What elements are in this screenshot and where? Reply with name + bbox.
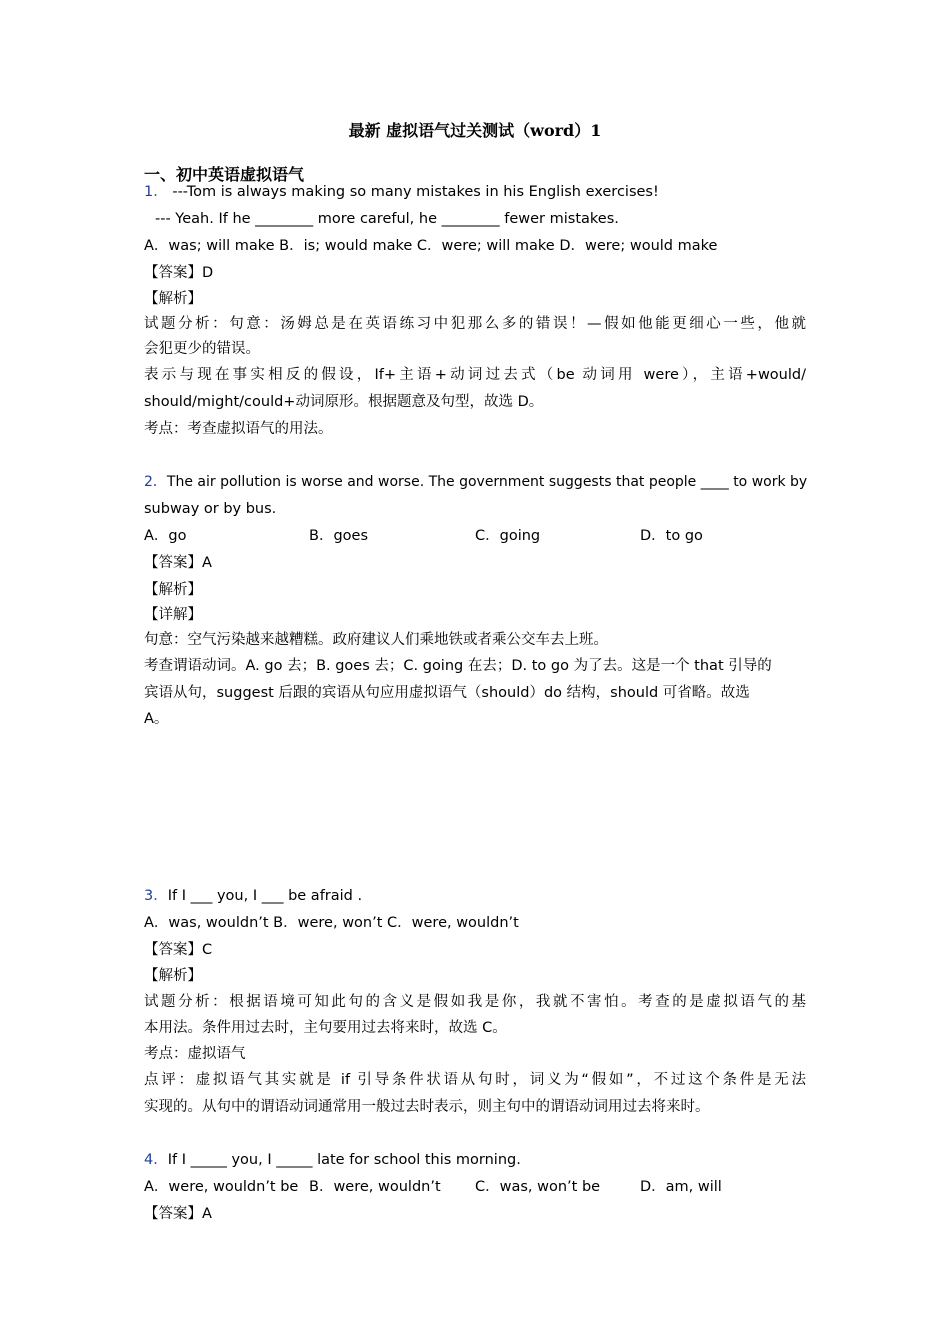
q2-option-b: B．goes [309,528,368,544]
q1-number: 1． [144,184,168,200]
q1-stem-line2: --- Yeah. If he ________ more careful, he ________ fewer mistakes. [155,211,619,227]
q4-number: 4． [144,1152,168,1168]
q3-comment-line2: 实现的。从句中的谓语动词通常用一般过去时表示，则主句中的谓语动词用过去将来时。 [144,1099,710,1115]
q1-line1-text: ---Tom is always making so many mistakes in his English exercises! [172,184,659,200]
q2-stem-line2: subway or by bus. [144,501,277,517]
q2-explanation-line1: 句意：空气污染越来越糟糕。政府建议人们乘地铁或者乘公交车去上班。 [144,632,608,648]
q1-options: A．was; will make B．is; would make C．were; will make D．were; would make [144,238,718,254]
q1-stem-line1 [144,182,659,202]
q3-line1-text: If I ___ you, I ___ be afraid . [167,888,363,904]
q4-option-c: C．was, won’t be [475,1179,601,1195]
q2-explanation-line2: 考查谓语动词。A. go 去；B. goes 去；C. going 在去；D. to go 为了去。这是一个 that 引导的 [144,658,772,674]
q3-point: 考点：虚拟语气 [144,1046,246,1062]
q3-analysis-label: 【解析】 [144,968,202,984]
q3-stem-line1 [144,886,362,906]
section-heading: 一、初中英语虚拟语气 [144,165,305,184]
document-title: 最新 虚拟语气过关测试（word）1 [348,121,602,140]
q2-option-a: A．go [144,528,187,544]
q2-option-c: C．going [475,528,541,544]
q2-number: 2． [144,474,167,490]
q3-explanation-line2: 本用法。条件用过去时，主句要用过去将来时，故选 C。 [144,1020,507,1036]
q2-explanation-line3: 宾语从句，suggest 后跟的宾语从句应用虚拟语气（should）do 结构，should 可省略。故选 [144,685,750,701]
q2-line1-text: The air pollution is worse and worse. The government suggests that people ____ to work by [166,474,808,490]
q4-stem-line1 [144,1150,521,1170]
q1-analysis-label: 【解析】 [144,291,202,307]
q1-explanation-line1: 试题分析：句意：汤姆总是在英语练习中犯那么多的错误！—假如他能更细心一些，他就 [144,316,806,332]
q3-explanation-line1: 试题分析：根据语境可知此句的含义是假如我是你，我就不害怕。考查的是虚拟语气的基 [144,994,806,1010]
q4-option-a: A．were, wouldn’t be [144,1179,299,1195]
q4-answer: 【答案】A [144,1206,212,1222]
q3-comment-line1: 点评：虚拟语气其实就是 if 引导条件状语从句时，词义为“假如”，不过这个条件是无法 [144,1072,806,1088]
q2-option-d: D．to go [640,528,703,544]
q2-detail-label: 【详解】 [144,607,202,623]
q4-line1-text: If I _____ you, I _____ late for school this morning. [167,1152,521,1168]
q2-analysis-label: 【解析】 [144,582,202,598]
q1-explanation-line4: should/might/could+动词原形。根据题意及句型，故选 D。 [144,394,544,410]
q2-explanation-line4: A。 [144,711,169,727]
q1-explanation-line2: 会犯更少的错误。 [144,341,260,357]
q1-answer: 【答案】D [144,265,214,281]
q2-stem-line1 [144,472,807,492]
q4-option-d: D．am, will [640,1179,722,1195]
q3-answer: 【答案】C [144,942,213,958]
q3-options: A．was, wouldn’t B．were, won’t C．were, wouldn’t [144,915,519,931]
q1-explanation-line3: 表示与现在事实相反的假设，If+主语+动词过去式（be 动词用 were），主语+would/ [144,367,806,383]
q1-point: 考点：考查虚拟语气的用法。 [144,421,333,437]
q2-answer: 【答案】A [144,555,212,571]
q3-number: 3． [144,888,168,904]
q4-option-b: B．were, wouldn’t [309,1179,441,1195]
